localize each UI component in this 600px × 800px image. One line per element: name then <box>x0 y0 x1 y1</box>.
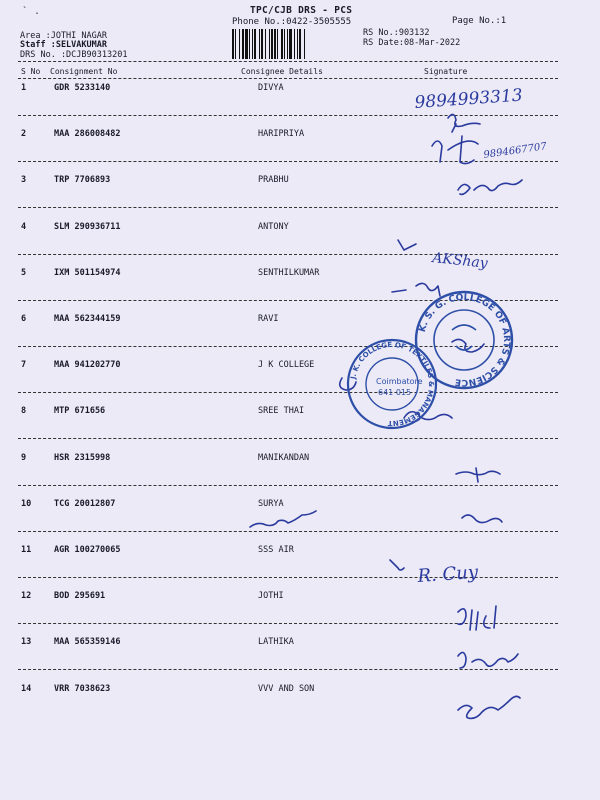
area-label: Area :JOTHI NAGAR <box>20 31 107 41</box>
table-row <box>0 406 600 446</box>
row-divider <box>18 254 558 255</box>
row-serial-number: 6 <box>21 314 27 324</box>
table-row <box>0 637 600 677</box>
row-divider <box>18 623 558 624</box>
handwritten-phone-row2: 9894667707 <box>482 141 548 161</box>
row-divider <box>18 346 558 347</box>
column-header-signature: Signature <box>424 67 468 76</box>
row-consignment-number: AGR 100270065 <box>54 545 121 555</box>
row-serial-number: 9 <box>21 453 27 463</box>
row-serial-number: 7 <box>21 360 27 370</box>
row-consignment-number: TRP 7706893 <box>54 175 111 185</box>
row-consignment-number: MAA 286008482 <box>54 129 121 139</box>
row-divider <box>18 161 558 162</box>
stamp-jk-pin: 641 015 <box>378 388 412 397</box>
row-consignee-name: PRABHU <box>258 175 289 185</box>
row-consignee-name: RAVI <box>258 314 279 324</box>
row-consignment-number: MTP 671656 <box>54 406 106 416</box>
sheet-title: TPC/CJB DRS - PCS <box>250 5 353 16</box>
column-header-consignment: Consignment No <box>50 67 118 76</box>
row-consignment-number: TCG 20012807 <box>54 499 116 509</box>
column-header-sno: S No <box>21 67 41 76</box>
row-consignee-name: VVV AND SON <box>258 684 315 694</box>
handwritten-signature-row11: R. Cuy <box>416 561 479 587</box>
table-row <box>0 360 600 400</box>
table-row <box>0 314 600 354</box>
row-divider <box>18 577 558 578</box>
row-serial-number: 11 <box>21 545 32 555</box>
row-consignee-name: MANIKANDAN <box>258 453 310 463</box>
row-divider <box>18 438 558 439</box>
column-header-consignee: Consignee Details <box>241 67 323 76</box>
row-serial-number: 1 <box>21 83 27 93</box>
row-consignment-number: HSR 2315998 <box>54 453 111 463</box>
table-row <box>0 175 600 215</box>
row-consignee-name: SSS AIR <box>258 545 294 555</box>
row-consignment-number: MAA 941202770 <box>54 360 121 370</box>
row-divider <box>18 531 558 532</box>
row-consignee-name: SURYA <box>258 499 284 509</box>
table-row <box>0 268 600 308</box>
row-consignee-name: SREE THAI <box>258 406 305 416</box>
header-divider-top <box>18 61 558 62</box>
stamp-jk-text: J. K. COLLEGE OF TEXTILES & MANAGEMENT <box>349 340 436 428</box>
row-serial-number: 4 <box>21 222 27 232</box>
row-consignee-name: LATHIKA <box>258 637 294 647</box>
handwritten-signature-row4: AKShay <box>431 250 489 272</box>
table-row <box>0 545 600 585</box>
row-serial-number: 12 <box>21 591 32 601</box>
table-row <box>0 499 600 539</box>
row-divider <box>18 485 558 486</box>
drs-number: DRS No. :DCJB90313201 <box>20 50 128 60</box>
table-row <box>0 129 600 169</box>
row-divider <box>18 392 558 393</box>
row-serial-number: 2 <box>21 129 27 139</box>
row-divider <box>18 669 558 670</box>
row-serial-number: 5 <box>21 268 27 278</box>
staff-label: Staff :SELVAKUMAR <box>20 40 107 50</box>
row-consignment-number: VRR 7038623 <box>54 684 111 694</box>
rs-number: RS No.:903132 <box>363 28 430 38</box>
row-serial-number: 13 <box>21 637 32 647</box>
row-consignment-number: SLM 290936711 <box>54 222 121 232</box>
table-row <box>0 222 600 262</box>
row-consignment-number: BOD 295691 <box>54 591 106 601</box>
row-consignee-name: J K COLLEGE <box>258 360 315 370</box>
handwritten-phone-row1: 9894993313 <box>413 85 524 113</box>
stamp-ksg-text: K. S. G. COLLEGE OF ARTS & SCIENCE <box>417 292 512 388</box>
row-consignee-name: ANTONY <box>258 222 289 232</box>
barcode-image <box>232 29 356 59</box>
row-serial-number: 8 <box>21 406 27 416</box>
row-consignee-name: HARIPRIYA <box>258 129 305 139</box>
row-divider <box>18 300 558 301</box>
row-divider <box>18 207 558 208</box>
phone-number: Phone No.:0422-3505555 <box>232 17 352 27</box>
scan-marks: ` . <box>22 6 41 17</box>
header-divider-bottom <box>18 78 558 79</box>
row-consignee-name: SENTHILKUMAR <box>258 268 320 278</box>
row-consignee-name: DIVYA <box>258 83 284 93</box>
page-number: Page No.:1 <box>452 16 507 26</box>
stamp-jk-city: Coimbatore <box>376 377 423 386</box>
row-consignee-name: JOTHI <box>258 591 284 601</box>
row-serial-number: 14 <box>21 684 32 694</box>
row-consignment-number: MAA 562344159 <box>54 314 121 324</box>
row-serial-number: 10 <box>21 499 32 509</box>
rs-date: RS Date:08-Mar-2022 <box>363 38 461 48</box>
row-serial-number: 3 <box>21 175 27 185</box>
table-row <box>0 591 600 631</box>
row-divider <box>18 115 558 116</box>
table-row <box>0 83 600 123</box>
row-consignment-number: GDR 5233140 <box>54 83 111 93</box>
table-row <box>0 453 600 493</box>
row-consignment-number: IXM 501154974 <box>54 268 121 278</box>
table-row <box>0 684 600 724</box>
row-consignment-number: MAA 565359146 <box>54 637 121 647</box>
